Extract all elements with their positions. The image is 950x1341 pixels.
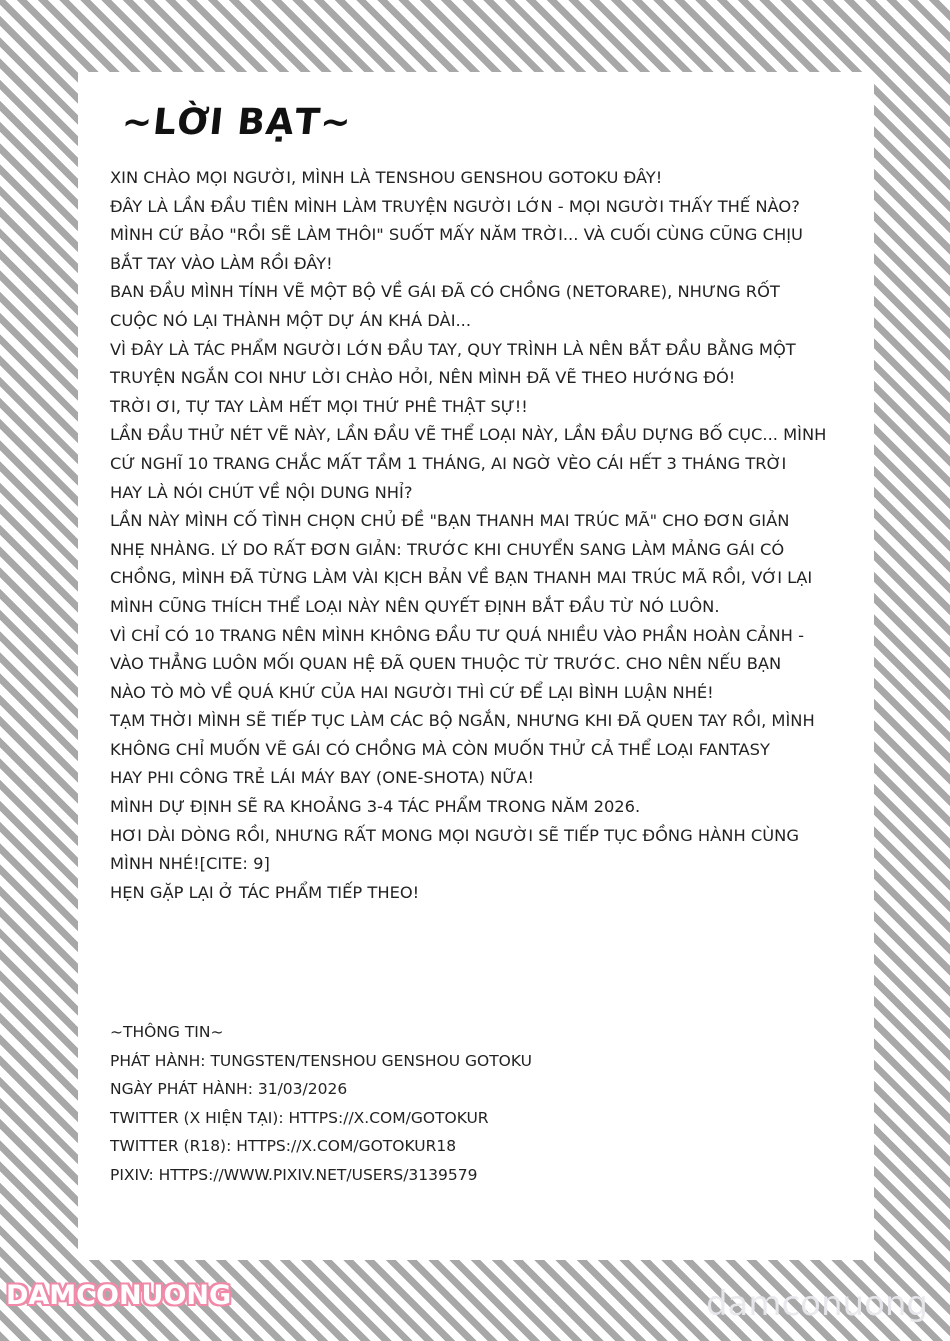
info-publisher: PHÁT HÀNH: TUNGSTEN/TENSHOU GENSHOU GOTOKU	[110, 1051, 532, 1070]
body-line: BAN ĐẦU MÌNH TÍNH VẼ MỘT BỘ VỀ GÁI ĐÃ CÓ CHỒNG (NETORARE), NHƯNG RỐT	[110, 282, 780, 302]
body-line: MÌNH CỨ BẢO "RỒI SẼ LÀM THÔI" SUỐT MẤY NĂM TRỜI... VÀ CUỐI CÙNG CŨNG CHỊU	[110, 225, 803, 245]
body-line: LẦN ĐẦU THỬ NÉT VẼ NÀY, LẦN ĐẦU VẼ THỂ LOẠI NÀY, LẦN ĐẦU DỰNG BỐ CỤC... MÌNH	[110, 425, 827, 445]
afterword-page	[78, 72, 874, 1260]
body-line: HẸN GẶP LẠI Ở TÁC PHẨM TIẾP THEO!	[110, 882, 420, 902]
body-line: HAY LÀ NÓI CHÚT VỀ NỘI DUNG NHỈ?	[110, 482, 413, 502]
body-line: CHỒNG, MÌNH ĐÃ TỪNG LÀM VÀI KỊCH BẢN VỀ BẠN THANH MAI TRÚC MÃ RỒI, VỚI LẠI	[110, 568, 813, 588]
body-line: CỨ NGHĨ 10 TRANG CHẮC MẤT TẦM 1 THÁNG, AI NGỜ VÈO CÁI HẾT 3 THÁNG TRỜI	[110, 453, 787, 473]
afterword-body	[110, 164, 860, 907]
body-line: NÀO TÒ MÒ VỀ QUÁ KHỨ CỦA HAI NGƯỜI THÌ CỨ ĐỂ LẠI BÌNH LUẬN NHÉ!	[110, 682, 714, 702]
page-title: ~LỜI BẠT~	[119, 102, 354, 143]
body-line: TRUYỆN NGẮN COI NHƯ LỜI CHÀO HỎI, NÊN MÌNH ĐÃ VẼ THEO HƯỚNG ĐÓ!	[110, 368, 736, 388]
body-line: NHẸ NHÀNG. LÝ DO RẤT ĐƠN GIẢN: TRƯỚC KHI CHUYỂN SANG LÀM MẢNG GÁI CÓ	[110, 539, 785, 559]
body-line: ĐÂY LÀ LẦN ĐẦU TIÊN MÌNH LÀM TRUYỆN NGƯỜI LỚN - MỌI NGƯỜI THẤY THẾ NÀO?	[110, 196, 800, 216]
body-line: CUỘC NÓ LẠI THÀNH MỘT DỰ ÁN KHÁ DÀI...	[110, 310, 472, 330]
info-twitter-link: TWITTER (X HIỆN TẠI): HTTPS://X.COM/GOTOKUR	[110, 1108, 489, 1127]
info-twitter-r18-link: TWITTER (R18): HTTPS://X.COM/GOTOKUR18	[110, 1137, 457, 1155]
body-line: VÀO THẲNG LUÔN MỐI QUAN HỆ ĐÃ QUEN THUỘC TỪ TRƯỚC. CHO NÊN NẾU BẠN	[110, 654, 782, 674]
watermark-logo-left: DAMCONUONG	[6, 1280, 232, 1311]
body-line: KHÔNG CHỈ MUỐN VẼ GÁI CÓ CHỒNG MÀ CÒN MUỐN THỬ CẢ THỂ LOẠI FANTASY	[110, 739, 770, 759]
body-line: HAY PHI CÔNG TRẺ LÁI MÁY BAY (ONE-SHOTA) NỮA!	[110, 768, 534, 788]
info-release-date: NGÀY PHÁT HÀNH: 31/03/2026	[110, 1080, 348, 1098]
body-line: BẮT TAY VÀO LÀM RỒI ĐÂY!	[110, 253, 333, 273]
watermark-text-right: damconuong	[705, 1284, 928, 1324]
body-line: TRỜI ƠI, TỰ TAY LÀM HẾT MỌI THỨ PHÊ THẬT SỰ!!	[110, 396, 528, 416]
body-line: MÌNH NHÉ![CITE: 9]	[110, 854, 270, 874]
body-line: HƠI DÀI DÒNG RỒI, NHƯNG RẤT MONG MỌI NGƯỜI SẼ TIẾP TỤC ĐỒNG HÀNH CÙNG	[110, 825, 799, 845]
info-pixiv-link: PIXIV: HTTPS://WWW.PIXIV.NET/USERS/3139579	[110, 1165, 478, 1184]
body-line: TẠM THỜI MÌNH SẼ TIẾP TỤC LÀM CÁC BỘ NGẮN, NHƯNG KHI ĐÃ QUEN TAY RỒI, MÌNH	[110, 711, 815, 731]
body-line: VÌ ĐÂY LÀ TÁC PHẨM NGƯỜI LỚN ĐẦU TAY, QUY TRÌNH LÀ NÊN BẮT ĐẦU BẰNG MỘT	[110, 339, 796, 359]
body-line: MÌNH CŨNG THÍCH THỂ LOẠI NÀY NÊN QUYẾT ĐỊNH BẮT ĐẦU TỪ NÓ LUÔN.	[110, 596, 720, 616]
body-line: MÌNH DỰ ĐỊNH SẼ RA KHOẢNG 3-4 TÁC PHẨM TRONG NĂM 2026.	[110, 797, 641, 817]
body-line: VÌ CHỈ CÓ 10 TRANG NÊN MÌNH KHÔNG ĐẦU TƯ QUÁ NHIỀU VÀO PHẦN HOÀN CẢNH -	[110, 625, 804, 645]
info-heading: ~THÔNG TIN~	[110, 1023, 224, 1041]
body-line: XIN CHÀO MỌI NGƯỜI, MÌNH LÀ TENSHOU GENSHOU GOTOKU ĐÂY!	[110, 168, 663, 187]
body-line: LẦN NÀY MÌNH CỐ TÌNH CHỌN CHỦ ĐỀ "BẠN THANH MAI TRÚC MÃ" CHO ĐƠN GIẢN	[110, 511, 790, 531]
publication-info	[110, 1018, 860, 1189]
